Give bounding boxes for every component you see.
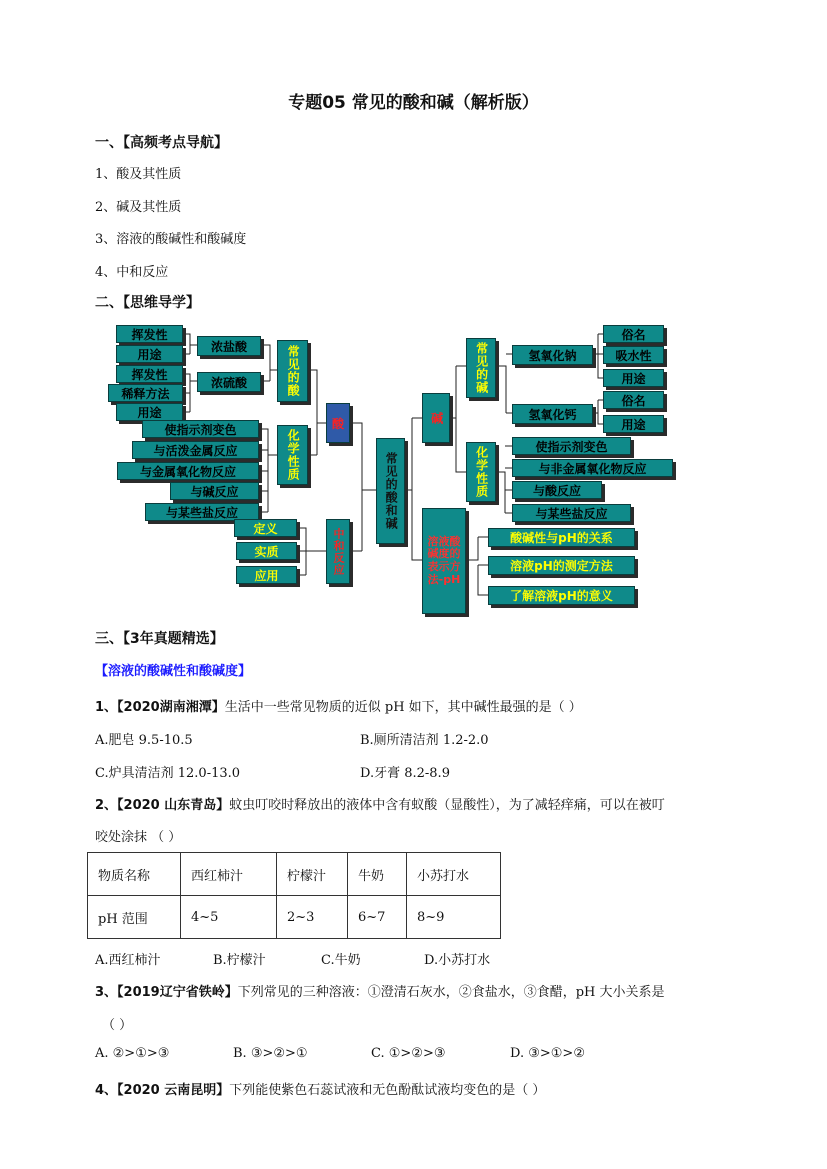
table-cell: 2~3 <box>277 896 348 939</box>
subsection-heading: 【溶液的酸碱性和酸碱度】 <box>95 664 252 679</box>
option-c: C.炉具清洁剂 12.0-13.0 <box>95 766 241 781</box>
mm-naoh-name: 俗名 <box>603 325 664 343</box>
nav-item: 2、碱及其性质 <box>95 200 182 215</box>
mm-acid-metal: 与活泼金属反应 <box>132 441 259 459</box>
question-2-continued: 咬处涂抹 （ ） <box>95 830 182 845</box>
mm-common-base: 常见的碱 <box>466 338 496 398</box>
ph-table <box>87 852 501 939</box>
mm-volatility-2: 挥发性 <box>116 365 183 383</box>
mm-acid-oxide: 与金属氧化物反应 <box>117 462 259 480</box>
question-source: 【2020 云南昆明】 <box>117 1083 230 1098</box>
question-4 <box>95 1079 545 1098</box>
option-b: B.厕所清洁剂 1.2-2.0 <box>360 733 489 748</box>
mm-definition: 定义 <box>234 519 297 537</box>
question-number: 1、 <box>95 700 118 715</box>
mm-base: 碱 <box>422 393 450 443</box>
option-c: C. ①>②>③ <box>371 1046 446 1061</box>
mm-common-acid: 常见的酸 <box>277 340 308 402</box>
table-cell: 4~5 <box>181 896 277 939</box>
mm-ph-relation: 酸碱性与pH的关系 <box>488 528 635 547</box>
page-title: 专题05 常见的酸和碱（解析版） <box>288 93 539 113</box>
option-a: A. ②>①>③ <box>95 1046 170 1061</box>
mm-ph-meaning: 了解溶液pH的意义 <box>488 586 635 605</box>
nav-item: 1、酸及其性质 <box>95 167 182 182</box>
option-a: A.肥皂 9.5-10.5 <box>95 733 193 748</box>
mm-base-indicator: 使指示剂变色 <box>512 437 631 455</box>
option-c: C.牛奶 <box>321 953 361 968</box>
table-cell: 牛奶 <box>348 853 407 896</box>
mm-acid-salt: 与某些盐反应 <box>145 503 259 521</box>
option-a: A.西红柿汁 <box>95 953 161 968</box>
mm-ph-measure: 溶液pH的测定方法 <box>488 556 635 575</box>
table-header-row <box>88 853 501 896</box>
table-cell: 8~9 <box>407 896 501 939</box>
question-2 <box>95 794 665 813</box>
mm-naoh-absorb: 吸水性 <box>603 346 664 364</box>
question-text: 蚊虫叮咬时释放出的液体中含有蚁酸（显酸性），为了减轻痒痛，可以在被叮 <box>229 798 665 813</box>
question-number: 2、 <box>95 798 118 813</box>
question-source: 【2020 山东青岛】 <box>117 798 230 813</box>
mm-acid-indicator: 使指示剂变色 <box>142 420 259 438</box>
mm-naoh-use: 用途 <box>603 369 664 387</box>
table-cell: 物质名称 <box>88 853 181 896</box>
mm-acid: 酸 <box>326 403 350 443</box>
section-heading-2: 二、【思维导学】 <box>95 295 200 311</box>
table-cell: 柠檬汁 <box>277 853 348 896</box>
mm-caoh-use: 用途 <box>603 415 664 433</box>
question-text: 下列常见的三种溶液：①澄清石灰水，②食盐水，③食醋，pH 大小关系是 <box>237 985 665 1000</box>
table-cell: 小苏打水 <box>407 853 501 896</box>
mm-use: 用途 <box>116 345 183 363</box>
option-b: B. ③>②>① <box>233 1046 308 1061</box>
mm-dilution: 稀释方法 <box>108 384 183 402</box>
mm-base-salt: 与某些盐反应 <box>512 504 631 522</box>
question-source: 【2019辽宁省铁岭】 <box>117 985 238 1000</box>
question-number: 3、 <box>95 985 118 1000</box>
question-3 <box>95 981 665 1000</box>
table-row <box>88 896 501 939</box>
option-d: D.牙膏 8.2-8.9 <box>360 766 450 781</box>
mm-base-nonmetal: 与非金属氧化物反应 <box>512 459 673 477</box>
question-text: 生活中一些常见物质的近似 pH 如下，其中碱性最强的是（ ） <box>224 700 582 715</box>
mm-naoh: 氢氧化钠 <box>512 345 593 365</box>
nav-item: 3、溶液的酸碱性和酸碱度 <box>95 232 247 247</box>
section-heading-1: 一、【高频考点导航】 <box>95 135 228 151</box>
question-source: 【2020湖南湘潭】 <box>117 700 225 715</box>
mm-ph-node: 溶液酸碱度的表示方法-pH <box>422 508 466 614</box>
mm-acid-base: 与碱反应 <box>170 482 259 500</box>
question-number: 4、 <box>95 1083 118 1098</box>
nav-item: 4、中和反应 <box>95 265 169 280</box>
question-3-continued: （ ） <box>102 1018 133 1033</box>
mm-base-acid: 与酸反应 <box>512 481 602 499</box>
mm-application: 应用 <box>236 566 297 584</box>
mm-use-2: 用途 <box>116 403 183 421</box>
option-d: D. ③>①>② <box>510 1046 585 1061</box>
mm-hcl: 浓盐酸 <box>197 336 261 356</box>
mm-caoh: 氢氧化钙 <box>512 404 593 424</box>
mm-essence: 实质 <box>236 542 297 560</box>
option-b: B.柠檬汁 <box>213 953 266 968</box>
table-cell: 西红柿汁 <box>181 853 277 896</box>
mm-volatility: 挥发性 <box>116 325 183 343</box>
mm-acid-chem: 化学性质 <box>277 425 308 485</box>
mm-neutralization: 中和反应 <box>326 519 350 584</box>
mm-h2so4: 浓硫酸 <box>197 372 261 392</box>
question-text: 下列能使紫色石蕊试液和无色酚酞试液均变色的是（ ） <box>229 1083 546 1098</box>
table-cell: 6~7 <box>348 896 407 939</box>
table-cell: pH 范围 <box>88 896 181 939</box>
question-1 <box>95 696 582 715</box>
mm-caoh-name: 俗名 <box>603 391 664 409</box>
mm-base-chem: 化学性质 <box>466 442 496 502</box>
section-heading-3: 三、【3年真题精选】 <box>95 631 224 647</box>
mm-center: 常见的酸和碱 <box>376 438 405 544</box>
option-d: D.小苏打水 <box>424 953 491 968</box>
